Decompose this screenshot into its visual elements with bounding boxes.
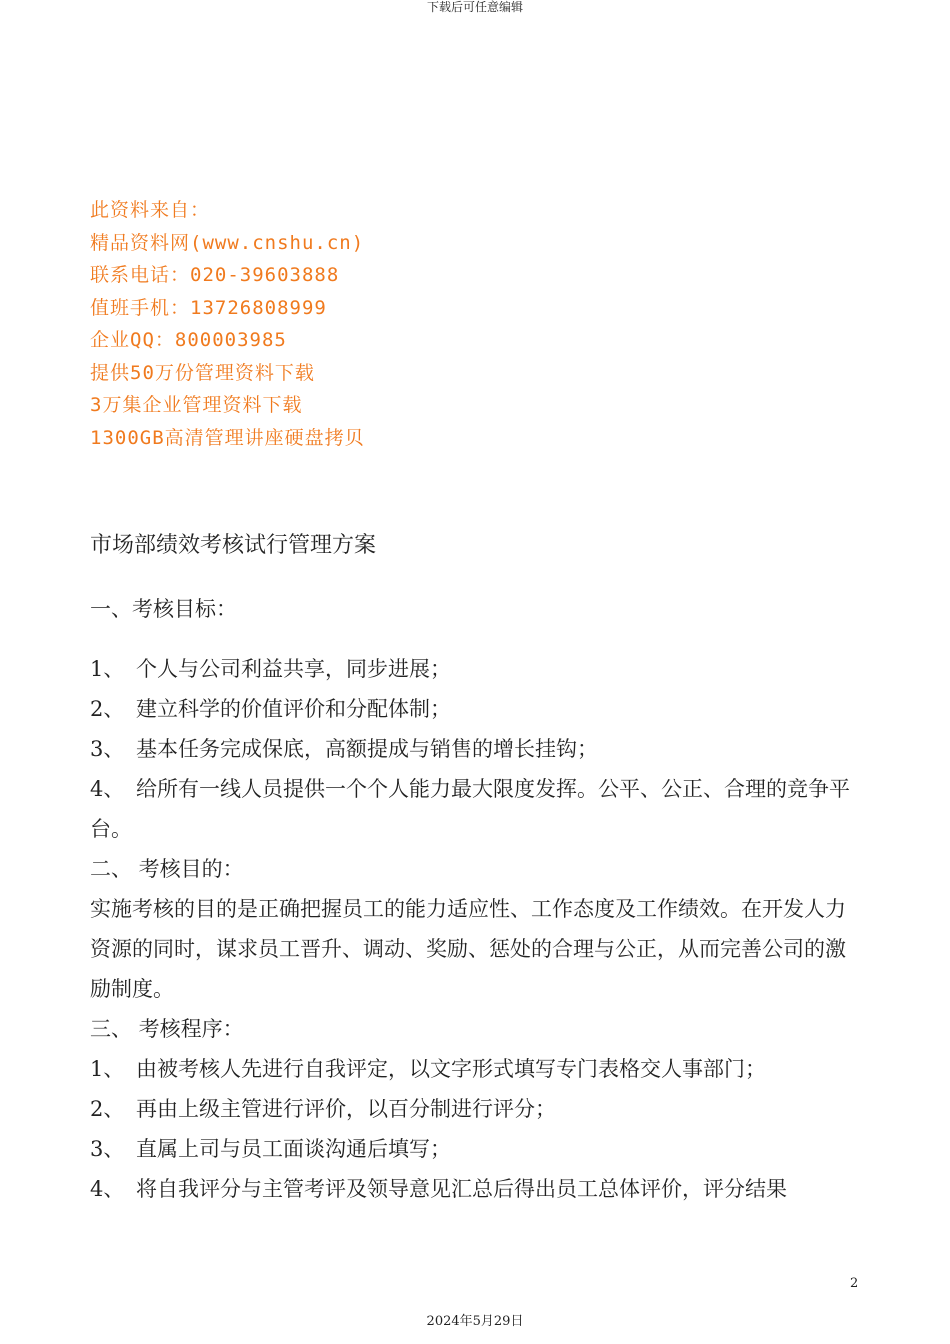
- list-item-number: 3、: [90, 1137, 125, 1161]
- promo-line-source: 此资料来自：: [90, 199, 211, 221]
- list-item-text: 建立科学的价值评价和分配体制；: [136, 697, 451, 721]
- list-item: [90, 1169, 860, 1209]
- promo-line-offer-3: 1300GB高清管理讲座硬盘拷贝: [90, 426, 365, 449]
- list-item-text: 将自我评分与主管考评及领导意见汇总后得出员工总体评价，评分结果: [136, 1177, 787, 1201]
- footer-date: 2024年5月29日: [426, 1314, 524, 1329]
- list-item: [90, 1089, 860, 1129]
- promo-line-mobile: 值班手机：13726808999: [90, 296, 327, 319]
- list-item-number: 1、: [90, 657, 125, 681]
- list-item-text: 直属上司与员工面谈沟通后填写；: [136, 1137, 451, 1161]
- list-item-number: 2、: [90, 1097, 125, 1121]
- document-title: 市场部绩效考核试行管理方案: [90, 533, 377, 558]
- list-item-number: 3、: [90, 737, 125, 761]
- list-item-number: 4、: [90, 777, 125, 801]
- section-heading-procedure: 三、 考核程序：: [90, 1017, 244, 1041]
- promo-line-qq: 企业QQ：800003985: [90, 329, 287, 351]
- list-item-text: 基本任务完成保底，高额提成与销售的增长挂钩；: [136, 737, 598, 761]
- promo-line-offer-1: 提供50万份管理资料下载: [90, 361, 315, 384]
- promo-line-offer-2: 3万集企业管理资料下载: [90, 394, 303, 416]
- list-item: [90, 1129, 860, 1169]
- header-note: 下载后可任意编辑: [426, 0, 523, 14]
- section-paragraph-purpose: 实施考核的目的是正确把握员工的能力适应性、工作态度及工作绩效。在开发人力资源的同时，谋求员工晋升、调动、奖励、惩处的合理与公正，从而完善公司的激励制度。: [90, 897, 846, 1001]
- list-item-text: 个人与公司利益共享，同步进展；: [136, 657, 451, 681]
- list-item-number: 2、: [90, 697, 125, 721]
- section-heading-goals: 一、考核目标：: [90, 597, 237, 621]
- list-item-number: 4、: [90, 1177, 125, 1201]
- page-number: 2: [850, 1276, 859, 1291]
- section-heading-purpose: 二、 考核目的：: [90, 857, 244, 881]
- promo-line-website: 精品资料网(www.cnshu.cn): [90, 231, 365, 254]
- list-item: [90, 769, 860, 849]
- promo-line-phone: 联系电话：020-39603888: [90, 264, 340, 286]
- list-item-text: 由被考核人先进行自我评定，以文字形式填写专门表格交人事部门；: [136, 1057, 766, 1081]
- list-item: [90, 729, 860, 769]
- document-body: [90, 591, 860, 1209]
- list-item: [90, 1049, 860, 1089]
- promo-block: [90, 194, 365, 454]
- list-item: [90, 649, 860, 689]
- list-item-text: 再由上级主管进行评价，以百分制进行评分；: [136, 1097, 556, 1121]
- list-item: [90, 689, 860, 729]
- list-item-number: 1、: [90, 1057, 125, 1081]
- list-item-text: 给所有一线人员提供一个个人能力最大限度发挥。公平、公正、合理的竞争平台。: [90, 777, 850, 841]
